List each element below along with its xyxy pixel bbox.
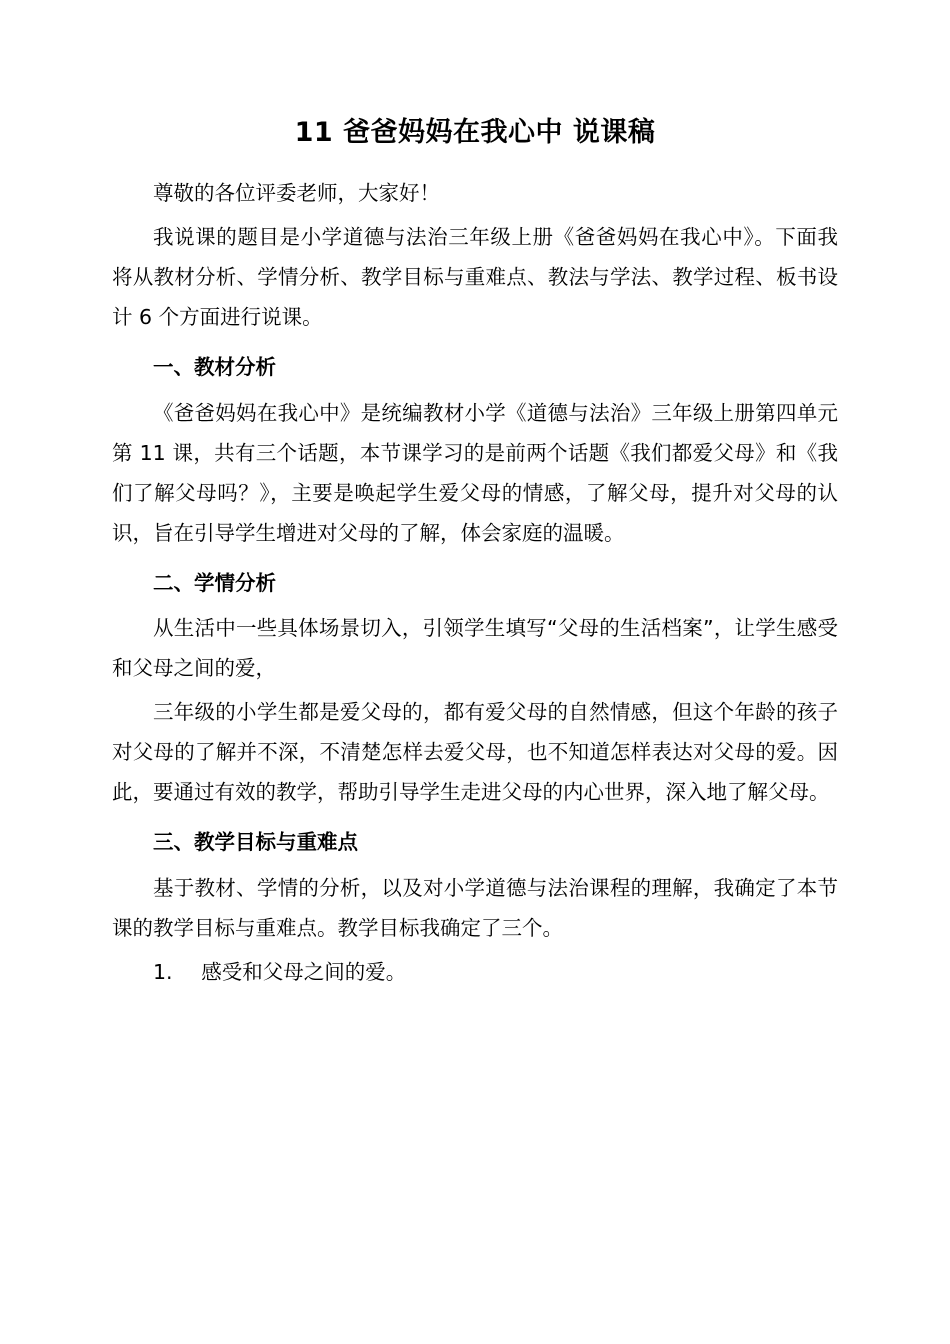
- section-2-paragraph-2: 三年级的小学生都是爱父母的，都有爱父母的自然情感，但这个年龄的孩子对父母的了解并不深，不清楚怎样去爱父母，也不知道怎样表达对父母的爱。因此，要通过有效的教学，帮助引导学生走进父母的内心世界，深入地了解父母。: [112, 700, 838, 805]
- list-item: [112, 953, 838, 993]
- section-3-paragraph-1: 基于教材、学情的分析，以及对小学道德与法治课程的理解，我确定了本节课的教学目标与重难点。教学目标我确定了三个。: [112, 876, 838, 941]
- section-student-analysis: [112, 564, 838, 814]
- section-heading-1: 一、教材分析: [153, 354, 276, 379]
- intro-paragraph: 我说课的题目是小学道德与法治三年级上册《爸爸妈妈在我心中》。下面我将从教材分析、学情分析、教学目标与重难点、教法与学法、教学过程、板书设计 6 个方面进行说课。: [112, 224, 838, 329]
- list-item-label: 感受和父母之间的爱。: [201, 960, 407, 985]
- section-2-paragraph-1: 从生活中一些具体场景切入，引领学生填写“父母的生活档案”，让学生感受和父母之间的爱，: [112, 616, 838, 681]
- section-heading-3: 三、教学目标与重难点: [153, 830, 358, 855]
- page-title: 11 爸爸妈妈在我心中 说课稿: [294, 117, 656, 148]
- section-1-paragraph-1: 《爸爸妈妈在我心中》是统编教材小学《道德与法治》三年级上册第四单元第 11 课，共有三个话题，本节课学习的是前两个话题《我们都爱父母》和《我们了解父母吗？》，主要是唤起学生爱父母的情感，了解父母，提升对父母的认识，旨在引导学生增进对父母的了解，体会家庭的温暖。: [112, 400, 838, 545]
- section-heading-2: 二、学情分析: [153, 570, 276, 595]
- list-item-number: 1.: [153, 960, 173, 985]
- greeting-paragraph: 尊敬的各位评委老师，大家好！: [153, 180, 440, 205]
- section-objectives: [112, 823, 838, 993]
- section-teaching-material: [112, 348, 838, 554]
